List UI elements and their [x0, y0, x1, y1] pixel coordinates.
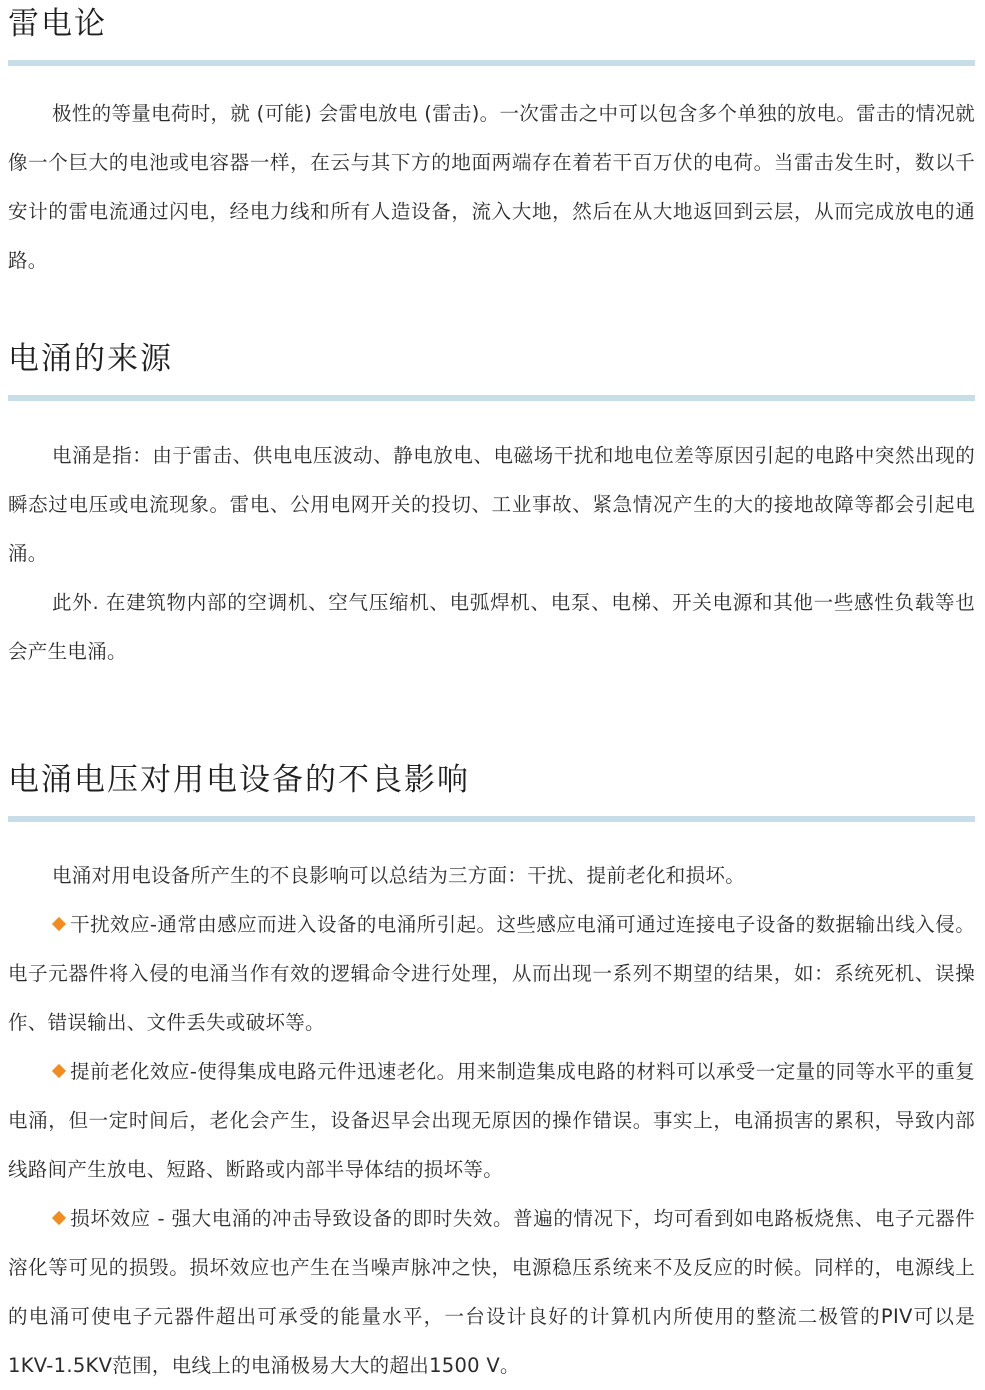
bullet-item-damage — [8, 1194, 975, 1390]
orange-diamond-bullet-icon — [52, 917, 66, 931]
paragraph: 此外. 在建筑物内部的空调机、空气压缩机、电弧焊机、电泵、电梯、开关电源和其他一些感性负载等也会产生电涌。 — [8, 591, 975, 663]
bullet-text: 提前老化效应-使得集成电路元件迅速老化。用来制造集成电路的材料可以承受一定量的同等水平的重复电涌，但一定时间后，老化会产生，设备迟早会出现无原因的操作错误。事实上，电涌损害的累积，导致内部线路间产生放电、短路、断路或内部半导体结的损坏等。 — [8, 1060, 975, 1181]
bullet-item-interference — [8, 900, 975, 1047]
section-lightning-theory — [8, 2, 975, 285]
paragraph: 极性的等量电荷时，就 (可能) 会雷电放电 (雷击)。一次雷击之中可以包含多个单独的放电。雷击的情况就像一个巨大的电池或电容器一样，在云与其下方的地面两端存在着若干百万伏的电荷。当雷击发生时，数以千安计的雷电流通过闪电，经电力线和所有人造设备，流入大地，然后在从大地返回到云层，从而完成放电的通路。 — [8, 102, 975, 272]
section-title: 电涌的来源 — [8, 341, 173, 377]
section-surge-effects — [8, 758, 975, 1390]
section-surge-sources — [8, 337, 975, 676]
intro-paragraph: 电涌对用电设备所产生的不良影响可以总结为三方面：干扰、提前老化和损坏。 — [52, 864, 746, 887]
paragraph: 电涌是指：由于雷击、供电电压波动、静电放电、电磁场干扰和地电位差等原因引起的电路中突然出现的瞬态过电压或电流现象。雷电、公用电网开关的投切、工业事故、紧急情况产生的大的接地故障等都会引起电涌。 — [8, 444, 975, 565]
bullet-item-premature-aging — [8, 1047, 975, 1194]
section-title: 雷电论 — [8, 6, 107, 42]
bullet-text: 损坏效应 - 强大电涌的冲击导致设备的即时失效。普遍的情况下，均可看到如电路板烧焦、电子元器件溶化等可见的损毁。损坏效应也产生在当噪声脉冲之快，电源稳压系统来不及反应的时候。同样的，电源线上的电涌可使电子元器件超出可承受的能量水平，一台设计良好的计算机内所使用的整流二极管的PIV可以是1KV-1.5KV范围，电线上的电涌极易大大的超出1500 V。 — [8, 1207, 975, 1377]
orange-diamond-bullet-icon — [52, 1064, 66, 1078]
orange-diamond-bullet-icon — [52, 1211, 66, 1225]
bullet-text: 干扰效应-通常由感应而进入设备的电涌所引起。这些感应电涌可通过连接电子设备的数据输出线入侵。电子元器件将入侵的电涌当作有效的逻辑命令进行处理，从而出现一系列不期望的结果，如：系统死机、误操作、错误输出、文件丢失或破坏等。 — [8, 913, 975, 1034]
section-title: 电涌电压对用电设备的不良影响 — [8, 762, 470, 798]
